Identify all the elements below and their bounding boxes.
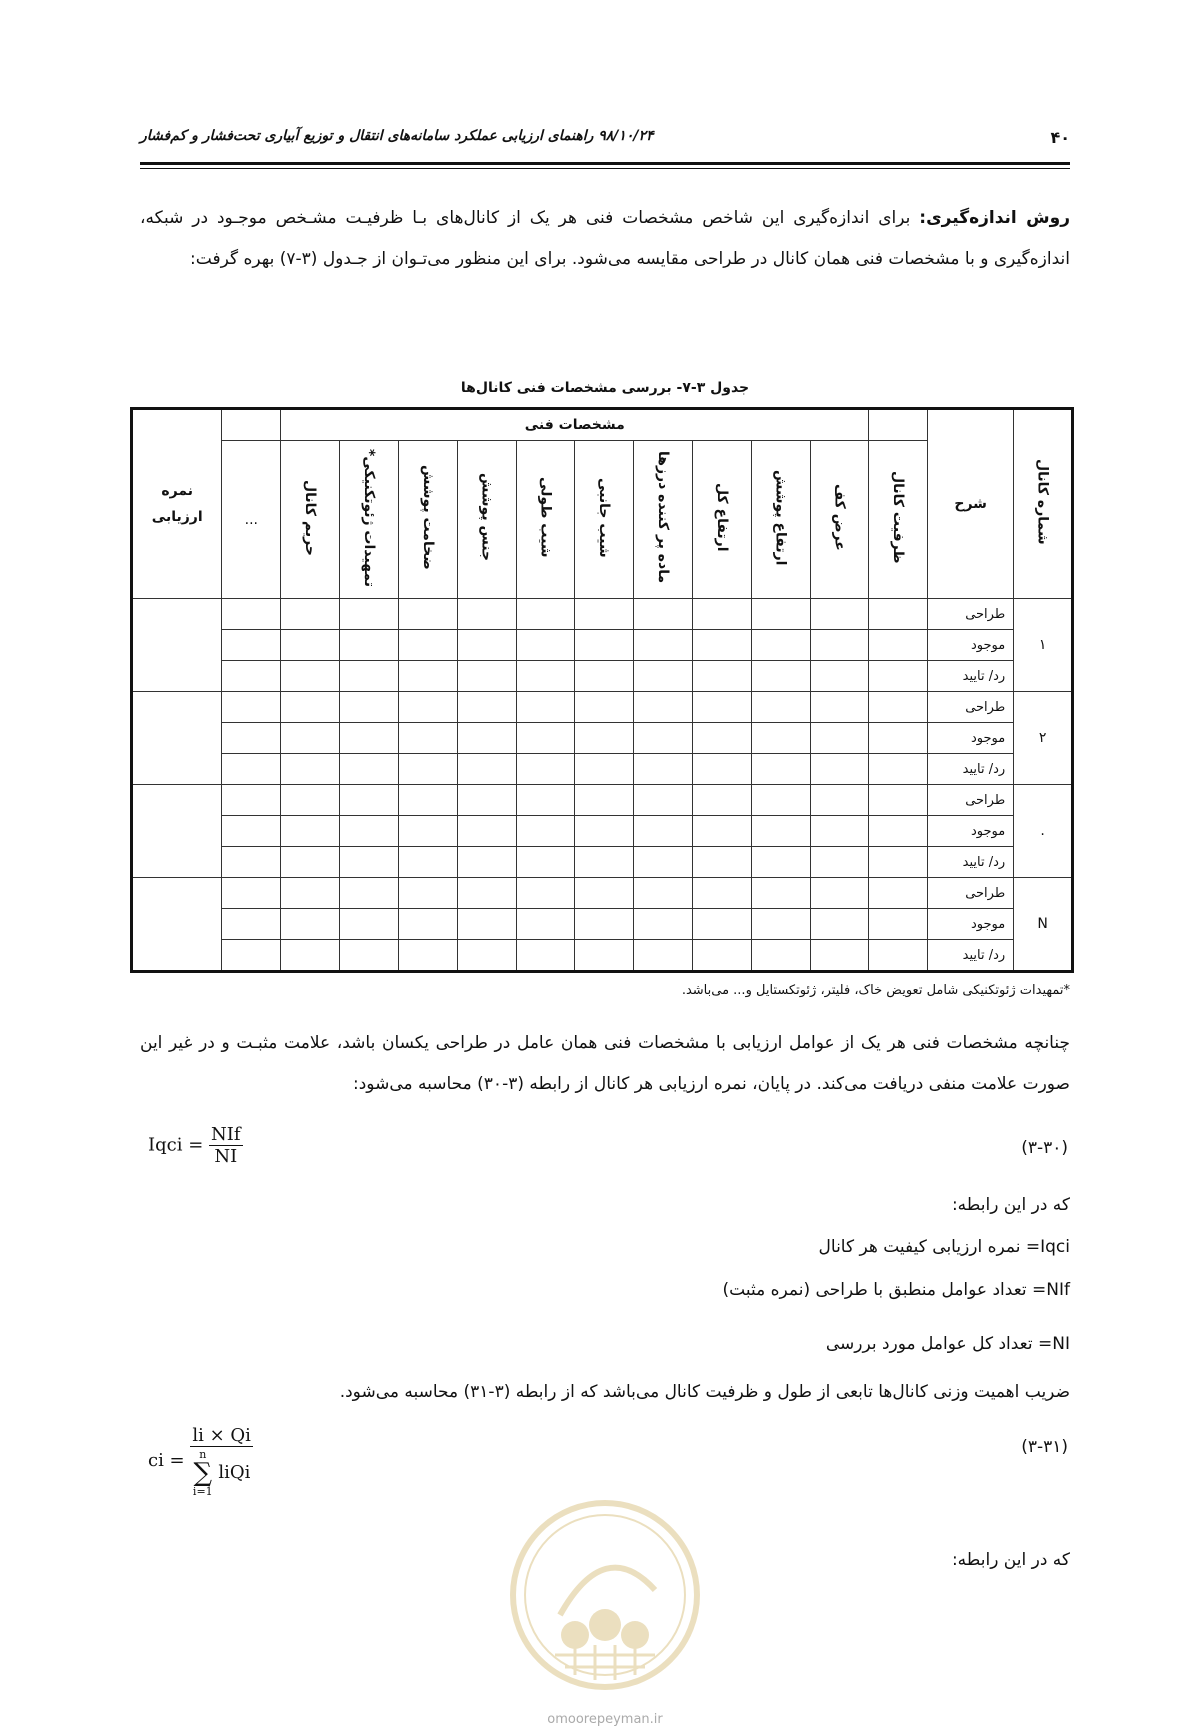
spec-value-cell <box>516 754 575 785</box>
spec-value-cell <box>516 816 575 847</box>
spec-value-cell <box>869 630 928 661</box>
spec-value-cell <box>398 692 457 723</box>
spec-value-cell <box>634 847 693 878</box>
spec-value-cell <box>634 940 693 972</box>
spec-value-cell <box>575 754 634 785</box>
spec-value-cell <box>398 847 457 878</box>
definition-nif: NIf= تعداد عوامل منطبق با طراحی (نمره مثبت) <box>722 1280 1070 1300</box>
spec-value-cell <box>692 847 751 878</box>
spec-value-cell <box>398 599 457 630</box>
spec-value-cell <box>516 692 575 723</box>
spec-value-cell <box>751 692 810 723</box>
spec-value-cell <box>340 909 399 940</box>
spec-value-cell <box>281 940 340 972</box>
table-footnote: *تمهیدات ژئوتکنیکی شامل تعویض خاک، فلیتر، ژئوتکستایل و... می‌باشد. <box>681 983 1070 998</box>
spec-value-cell <box>575 816 634 847</box>
row-label: طراحی <box>928 599 1014 630</box>
spec-value-cell <box>516 878 575 909</box>
spec-value-cell <box>634 630 693 661</box>
spec-value-cell <box>222 785 281 816</box>
spec-value-cell <box>634 878 693 909</box>
spec-value-cell <box>222 599 281 630</box>
definition-iqci: Iqci= نمره ارزیابی کیفیت هر کانال <box>818 1237 1070 1257</box>
spec-value-cell <box>281 630 340 661</box>
header-rule-thin <box>140 168 1070 169</box>
spec-value-cell <box>457 661 516 692</box>
spec-col-header: شیب جانبی <box>575 441 634 599</box>
spec-value-cell <box>340 630 399 661</box>
spec-value-cell <box>222 909 281 940</box>
spec-value-cell <box>222 847 281 878</box>
spec-col-header: تمهیدات ژئوتکنیکی* <box>340 441 399 599</box>
spec-value-cell <box>340 940 399 972</box>
spec-value-cell <box>281 692 340 723</box>
spec-value-cell <box>869 847 928 878</box>
spec-value-cell <box>575 692 634 723</box>
spec-value-cell <box>457 940 516 972</box>
score-cell <box>132 785 222 878</box>
spec-value-cell <box>692 878 751 909</box>
row-label: موجود <box>928 816 1014 847</box>
table-row <box>132 909 1073 940</box>
spec-value-cell <box>869 785 928 816</box>
channel-number: ۱ <box>1014 599 1073 692</box>
spec-value-cell <box>751 661 810 692</box>
intro-paragraph <box>140 198 1070 280</box>
spec-value-cell <box>634 909 693 940</box>
spec-value-cell <box>340 723 399 754</box>
spec-value-cell <box>281 723 340 754</box>
spec-value-cell <box>398 909 457 940</box>
spec-value-cell <box>692 909 751 940</box>
spec-value-cell <box>869 909 928 940</box>
spec-value-cell <box>575 785 634 816</box>
spec-value-cell <box>457 878 516 909</box>
spec-value-cell <box>398 878 457 909</box>
spec-value-cell <box>398 940 457 972</box>
spec-value-cell <box>516 723 575 754</box>
spec-col-header: شیب طولی <box>516 441 575 599</box>
spec-value-cell <box>222 816 281 847</box>
eq30-lhs: Iqci = <box>148 1134 204 1156</box>
spec-value-cell <box>340 661 399 692</box>
eq30-denominator: NI <box>209 1145 243 1167</box>
channel-number: . <box>1014 785 1073 878</box>
spec-value-cell <box>516 599 575 630</box>
spec-value-cell <box>340 599 399 630</box>
table-row <box>132 599 1073 630</box>
header-rule-thick <box>140 162 1070 165</box>
spec-value-cell <box>281 599 340 630</box>
eq31-denominator <box>190 1446 253 1497</box>
eq31-den-expr: liQi <box>218 1462 251 1483</box>
spec-value-cell <box>634 599 693 630</box>
spec-value-cell <box>869 754 928 785</box>
spec-value-cell <box>457 816 516 847</box>
spec-value-cell <box>692 754 751 785</box>
table-row <box>132 630 1073 661</box>
spec-value-cell <box>516 630 575 661</box>
spec-value-cell <box>692 692 751 723</box>
spec-value-cell <box>692 940 751 972</box>
spec-value-cell <box>222 630 281 661</box>
spec-value-cell <box>222 940 281 972</box>
paragraph-3: ضریب اهمیت وزنی کانال‌ها تابعی از طول و ظرفیت کانال می‌باشد که از رابطه (۳-۳۱) محاسبه می‌شود. <box>339 1382 1070 1402</box>
spec-cell-blank <box>869 409 928 441</box>
group-header: مشخصات فنی <box>281 409 869 441</box>
spec-value-cell <box>869 816 928 847</box>
spec-value-cell <box>281 909 340 940</box>
spec-value-cell <box>869 723 928 754</box>
score-cell <box>132 878 222 972</box>
spec-col-header: ضخامت پوشش <box>398 441 457 599</box>
spec-value-cell <box>281 878 340 909</box>
table-row <box>132 754 1073 785</box>
spec-value-cell <box>398 785 457 816</box>
spec-value-cell <box>398 630 457 661</box>
spec-value-cell <box>398 816 457 847</box>
row-label: موجود <box>928 630 1014 661</box>
spec-value-cell <box>516 785 575 816</box>
spec-value-cell <box>751 754 810 785</box>
spec-value-cell <box>634 723 693 754</box>
spec-value-cell <box>222 754 281 785</box>
spec-value-cell <box>751 630 810 661</box>
spec-value-cell <box>222 661 281 692</box>
spec-value-cell <box>340 692 399 723</box>
spec-value-cell <box>869 661 928 692</box>
spec-value-cell <box>751 940 810 972</box>
spec-value-cell <box>810 816 869 847</box>
equation-31 <box>148 1425 253 1497</box>
paragraph-2: چنانچه مشخصات فنی هر یک از عوامل ارزیابی با مشخصات فنی همان عامل در طراحی یکسان باشد، علامت مثبـت و در غیر این صورت علامت منفی دریافت می‌کند. در پایان، نمره ارزیابی هر کانال از رابطه (۳-۳۰) محاسبه می‌شود: <box>140 1033 1070 1094</box>
score-cell <box>132 692 222 785</box>
spec-value-cell <box>575 847 634 878</box>
intro-bold-label: روش اندازه‌گیری: <box>919 208 1070 228</box>
spec-value-cell <box>810 723 869 754</box>
spec-value-cell <box>751 599 810 630</box>
spec-value-cell <box>575 630 634 661</box>
table-row <box>132 847 1073 878</box>
spec-value-cell <box>281 754 340 785</box>
eq31-number: (۳-۳۱) <box>1021 1437 1068 1457</box>
col-desc-header: شرح <box>928 409 1014 599</box>
table-row <box>132 692 1073 723</box>
channel-number: N <box>1014 878 1073 972</box>
table-row <box>132 816 1073 847</box>
spec-value-cell <box>222 723 281 754</box>
spec-value-cell <box>810 692 869 723</box>
spec-col-header: ارتفاع کل <box>692 441 751 599</box>
spec-value-cell <box>457 847 516 878</box>
row-label: رد/ تایید <box>928 940 1014 972</box>
spec-value-cell <box>457 599 516 630</box>
spec-value-cell <box>692 599 751 630</box>
row-label: طراحی <box>928 692 1014 723</box>
spec-value-cell <box>810 630 869 661</box>
spec-value-cell <box>457 630 516 661</box>
where-label-1: که در این رابطه: <box>951 1195 1070 1215</box>
spec-value-cell <box>281 661 340 692</box>
spec-value-cell <box>634 754 693 785</box>
table-row <box>132 940 1073 972</box>
spec-value-cell <box>516 847 575 878</box>
spec-value-cell <box>457 692 516 723</box>
equation-30 <box>148 1124 243 1167</box>
spec-col-header: عرض کف <box>810 441 869 599</box>
spec-col-header: ظرفیت کانال <box>869 441 928 599</box>
spec-col-header: ... <box>222 441 281 599</box>
spec-value-cell <box>751 816 810 847</box>
spec-value-cell <box>516 909 575 940</box>
row-label: طراحی <box>928 785 1014 816</box>
header-title: ۹۸/۱۰/۲۴ راهنمای ارزیابی عملکرد سامانه‌های انتقال و توزیع آبیاری تحت‌فشار و کم‌فشار <box>140 128 654 144</box>
spec-value-cell <box>810 878 869 909</box>
eq30-numerator: NIf <box>211 1124 241 1145</box>
spec-value-cell <box>457 754 516 785</box>
spec-value-cell <box>869 878 928 909</box>
row-label: موجود <box>928 909 1014 940</box>
spec-value-cell <box>281 847 340 878</box>
spec-col-header: حریم کانال <box>281 441 340 599</box>
eq31-fraction <box>190 1425 253 1497</box>
spec-value-cell <box>810 785 869 816</box>
spec-value-cell <box>340 816 399 847</box>
sum-upper-limit: n <box>199 1448 207 1461</box>
spec-cell-blank <box>222 409 281 441</box>
spec-value-cell <box>810 847 869 878</box>
table-row <box>132 723 1073 754</box>
spec-value-cell <box>692 723 751 754</box>
spec-value-cell <box>810 661 869 692</box>
page-header <box>140 128 1070 152</box>
spec-value-cell <box>810 754 869 785</box>
table-caption: جدول ۳-۷- بررسی مشخصات فنی کانال‌ها <box>460 380 750 396</box>
eq30-fraction <box>209 1124 243 1167</box>
spec-value-cell <box>222 878 281 909</box>
spec-value-cell <box>222 692 281 723</box>
sum-lower-limit: i=1 <box>192 1485 213 1498</box>
spec-value-cell <box>751 878 810 909</box>
intro-text: برای اندازه‌گیری این شاخص مشخصات فنی هر یک از کانال‌های بـا ظرفیـت مشـخص موجـود در شبکه، اندازه‌گیری و با مشخصات فنی همان کانال در طراحی مقایسه می‌شود. برای این منظور می‌تـوان از جـدول (۳-۷) بهره گرفت: <box>140 208 1070 269</box>
spec-col-header: ماده پر کننده درزها <box>634 441 693 599</box>
spec-value-cell <box>575 909 634 940</box>
spec-value-cell <box>398 754 457 785</box>
spec-value-cell <box>457 723 516 754</box>
spec-value-cell <box>281 816 340 847</box>
spec-value-cell <box>869 599 928 630</box>
row-label: طراحی <box>928 878 1014 909</box>
spec-col-header: جنس پوشش <box>457 441 516 599</box>
spec-value-cell <box>398 661 457 692</box>
score-cell <box>132 599 222 692</box>
spec-value-cell <box>692 630 751 661</box>
spec-value-cell <box>575 661 634 692</box>
spec-value-cell <box>751 847 810 878</box>
spec-value-cell <box>516 940 575 972</box>
spec-value-cell <box>869 940 928 972</box>
page-number: ۴۰ <box>1050 128 1070 147</box>
spec-value-cell <box>516 661 575 692</box>
spec-value-cell <box>634 692 693 723</box>
spec-value-cell <box>575 723 634 754</box>
spec-value-cell <box>751 785 810 816</box>
col-channel-header: شماره کانال <box>1014 409 1073 599</box>
spec-value-cell <box>810 599 869 630</box>
row-label: موجود <box>928 723 1014 754</box>
spec-value-cell <box>340 878 399 909</box>
spec-value-cell <box>634 785 693 816</box>
spec-value-cell <box>869 692 928 723</box>
definition-ni: NI= تعداد کل عوامل مورد بررسی <box>825 1334 1070 1354</box>
row-label: رد/ تایید <box>928 661 1014 692</box>
spec-value-cell <box>281 785 340 816</box>
spec-value-cell <box>575 940 634 972</box>
eq31-numerator: li × Qi <box>192 1425 251 1446</box>
spec-value-cell <box>634 661 693 692</box>
watermark-seal-icon <box>505 1495 705 1695</box>
spec-value-cell <box>340 754 399 785</box>
watermark-url: omoorepeyman.ir <box>547 1712 663 1727</box>
channel-number: ۲ <box>1014 692 1073 785</box>
table-row <box>132 785 1073 816</box>
spec-value-cell <box>692 661 751 692</box>
row-label: رد/ تایید <box>928 847 1014 878</box>
table-row <box>132 878 1073 909</box>
sum-sign-icon: ∑ <box>193 1458 213 1488</box>
spec-value-cell <box>634 816 693 847</box>
spec-table <box>130 407 1074 973</box>
spec-value-cell <box>575 599 634 630</box>
eq31-lhs: ci = <box>148 1450 185 1471</box>
spec-value-cell <box>340 785 399 816</box>
spec-value-cell <box>692 785 751 816</box>
spec-col-header: ارتفاع پوشش <box>751 441 810 599</box>
spec-value-cell <box>751 909 810 940</box>
table-row <box>132 661 1073 692</box>
spec-value-cell <box>810 909 869 940</box>
spec-value-cell <box>457 785 516 816</box>
row-label: رد/ تایید <box>928 754 1014 785</box>
spec-value-cell <box>340 847 399 878</box>
spec-value-cell <box>751 723 810 754</box>
spec-value-cell <box>575 878 634 909</box>
col-score-header: نمره ارزیابی <box>132 409 222 599</box>
spec-value-cell <box>692 816 751 847</box>
eq30-number: (۳-۳۰) <box>1021 1138 1068 1158</box>
spec-value-cell <box>398 723 457 754</box>
spec-value-cell <box>810 940 869 972</box>
where-label-2: که در این رابطه: <box>951 1550 1070 1570</box>
spec-value-cell <box>457 909 516 940</box>
